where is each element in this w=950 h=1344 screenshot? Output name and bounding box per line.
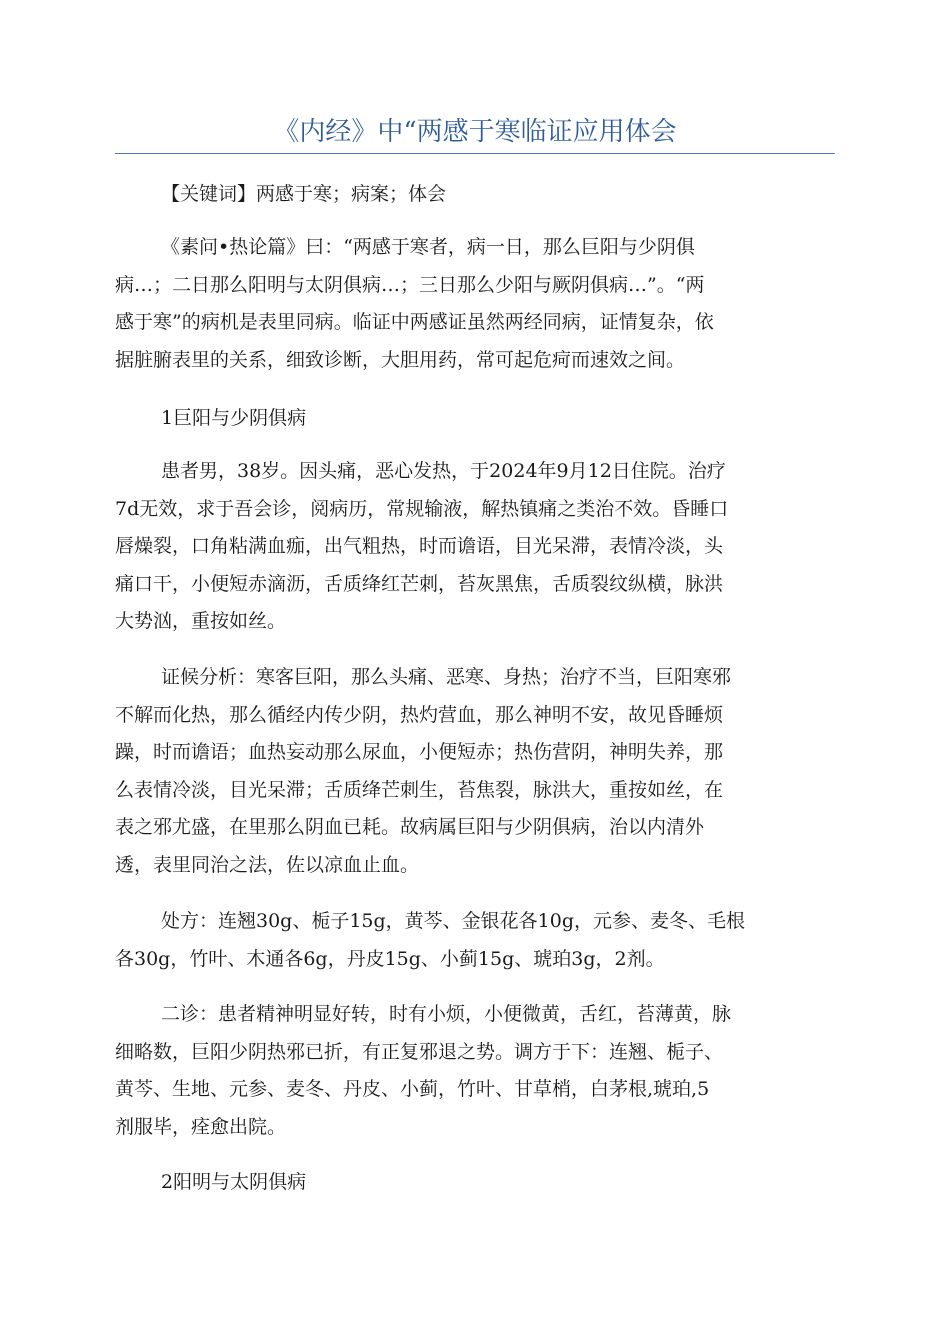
case-line: 痛口干，小便短赤滴沥，舌质绛红芒刺，苔灰黑焦，舌质裂纹纵横，脉洪	[115, 572, 724, 595]
section-heading-text: 1巨阳与少阴俱病	[161, 407, 307, 429]
case-line: 患者男，38岁。因头痛，恶心发热，于2024年9月12日住院。治疗	[161, 460, 726, 482]
followup-1-paragraph	[115, 996, 835, 1146]
section-1-heading	[115, 400, 881, 438]
intro-paragraph	[115, 229, 835, 379]
keywords-paragraph	[115, 176, 881, 214]
intro-line: 《素问•热论篇》曰：“两感于寒者，病一日，那么巨阳与少阴俱	[161, 236, 695, 258]
analysis-line: 证候分析：寒客巨阳，那么头痛、恶寒、身热；治疗不当，巨阳寒邪	[161, 666, 732, 688]
keywords-line: 【关键词】两感于寒；病案；体会	[161, 183, 447, 205]
prescription-1-paragraph	[115, 903, 835, 978]
section-2-heading	[115, 1164, 881, 1202]
intro-line: 据脏腑表里的关系，细致诊断，大胆用药，常可起危疴而速效之间。	[115, 348, 686, 371]
case-line: 大势汹，重按如丝。	[115, 610, 287, 632]
prescription-line: 处方：连翘30g、栀子15g，黄芩、金银花各10g，元参、麦冬、毛根	[161, 910, 746, 932]
title-underline	[115, 153, 835, 154]
analysis-line: 躁，时而谵语；血热妄动那么尿血，小便短赤；热伤营阴，神明失养，那	[115, 741, 724, 763]
case-line: 唇燥裂，口角粘满血痂，出气粗热，时而谵语，目光呆滞，表情冷淡，头	[115, 535, 724, 557]
followup-line: 剂服毕，痊愈出院。	[115, 1115, 287, 1138]
analysis-line: 表之邪尤盛，在里那么阴血已耗。故病属巨阳与少阴俱病，治以内清外	[115, 816, 705, 838]
analysis-line: 透，表里同治之法，佐以凉血止血。	[115, 853, 420, 876]
intro-line: 感于寒”的病机是表里同病。临证中两感证虽然两经同病，证情复杂，依	[115, 311, 714, 333]
intro-line: 病…；二日那么阳明与太阴俱病…；三日那么少阳与厥阴俱病…”。“两	[115, 273, 705, 296]
prescription-line: 各30g，竹叶、木通各6g，丹皮15g、小蓟15g、琥珀3g，2剂。	[115, 947, 665, 970]
followup-line: 黄芩、生地、元参、麦冬、丹皮、小蓟，竹叶、甘草梢，白茅根,琥珀,5	[115, 1078, 710, 1100]
analysis-1-paragraph	[115, 659, 835, 884]
analysis-line: 不解而化热，那么循经内传少阴，热灼营血，那么神明不安，故见昏睡烦	[115, 703, 724, 726]
case-1-paragraph	[115, 453, 835, 641]
case-line: 7d无效，求于吾会诊，阅病历，常规输液，解热镇痛之类治不效。昏睡口	[115, 497, 729, 520]
followup-line: 二诊：患者精神明显好转，时有小烦，小便微黄，舌红，苔薄黄，脉	[161, 1003, 732, 1025]
followup-line: 细略数，巨阳少阴热邪已折，有正复邪退之势。调方于下：连翘、栀子、	[115, 1040, 724, 1063]
analysis-line: 么表情冷淡，目光呆滞；舌质绛芒刺生，苔焦裂，脉洪大，重按如丝，在	[115, 778, 724, 801]
section-heading-text: 2阳明与太阴俱病	[161, 1171, 307, 1193]
document-title: 《内经》中“两感于寒临证应用体会	[273, 117, 677, 147]
